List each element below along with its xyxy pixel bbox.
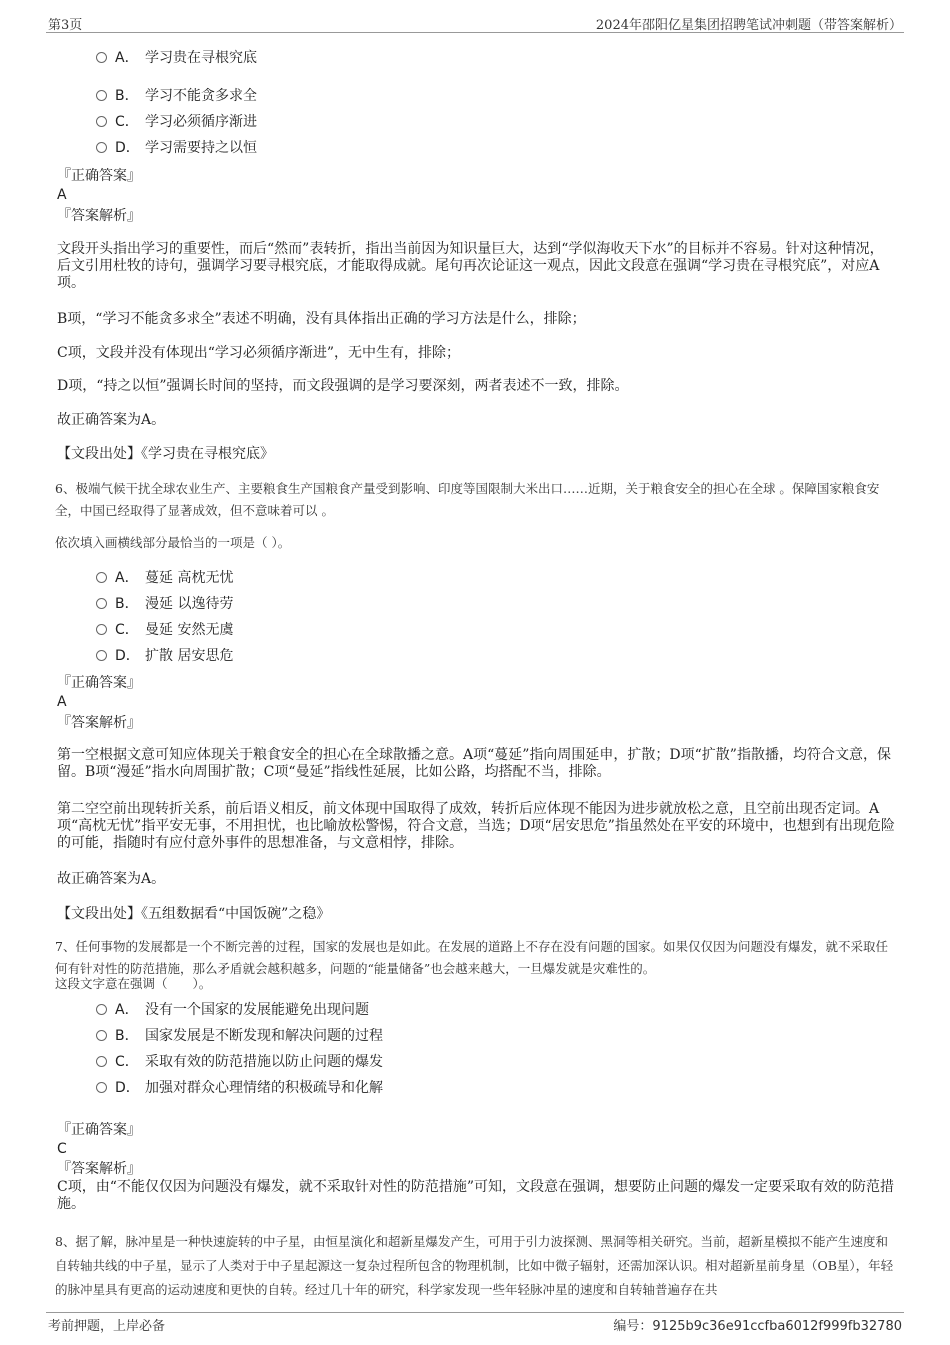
document-title: 2024年邵阳亿星集团招聘笔试冲刺题（带答案解析） bbox=[595, 18, 902, 33]
analysis-paragraph: 故正确答案为A。 bbox=[57, 412, 166, 428]
question-instruction: 这段文字意在强调（ ）。 bbox=[55, 976, 212, 991]
radio-icon[interactable] bbox=[96, 90, 107, 101]
question-stem: 8、据了解，脉冲星是一种快速旋转的中子星，由恒星演化和超新星爆发产生，可用于引力波探测、黑洞等相关研究。当前，超新星模拟不能产生速度和自转轴共线的中子星，显示了人类对于中子星起源这一复杂过程所包含的物理机制，比如中微子辐射，还需加深认识。相对超新星前身星（OB星），年轻的脉冲星具有更高的运动速度和更快的自转。经过几十年的研究，科学家发现一些年轻脉冲星的速度和自转轴普遍存在共 bbox=[55, 1234, 894, 1297]
q7-option-c[interactable]: C． 采取有效的防范措施以防止问题的爆发 bbox=[96, 1053, 383, 1071]
q6-option-b[interactable]: B． 漫延 以逸待劳 bbox=[96, 595, 233, 613]
q6-option-a[interactable]: A． 蔓延 高枕无忧 bbox=[96, 569, 233, 587]
question-stem: 7、任何事物的发展都是一个不断完善的过程，国家的发展也是如此。在发展的道路上不存在没有问题的国家。如果仅仅因为问题没有爆发，就不采取任何有针对性的防范措施，那么矛盾就会越积越多，问题的“能量储备”也会越来越大，一旦爆发就是灾难性的。 bbox=[55, 939, 888, 976]
q6-option-c[interactable]: C． 曼延 安然无虞 bbox=[96, 621, 233, 639]
correct-answer: C bbox=[57, 1141, 67, 1157]
radio-icon[interactable] bbox=[96, 1030, 107, 1041]
analysis-paragraph: 第二空空前出现转折关系，前后语义相反，前文体现中国取得了成效，转折后应体现不能因为进步就放松之意，且空前出现否定词。A项“高枕无忧”指平安无事，不用担忧，也比喻放松警惕，符合文意，当选；D项“居安思危”指虽然处在平安的环境中，也想到有出现危险的可能，指随时有应付意外事件的思想准备，与文意相悖，排除。 bbox=[57, 801, 895, 851]
question-stem: 6、极端气候干扰全球农业生产、主要粮食生产国粮食产量受到影响、印度等国限制大米出口……近期，关于粮食安全的担心在全球 。保障国家粮食安全，中国已经取得了显著成效，但不意味着可以 。 bbox=[55, 481, 880, 518]
document-code: 编号：9125b9c36e91ccfba6012f999fb32780 bbox=[613, 1319, 902, 1334]
correct-answer: A bbox=[57, 187, 67, 203]
radio-icon[interactable] bbox=[96, 52, 107, 63]
radio-icon[interactable] bbox=[96, 598, 107, 609]
q6-option-d[interactable]: D． 扩散 居安思危 bbox=[96, 647, 233, 665]
q5-option-d[interactable]: D． 学习需要持之以恒 bbox=[96, 139, 257, 157]
analysis-paragraph: 故正确答案为A。 bbox=[57, 871, 166, 887]
q5-option-a[interactable]: A． 学习贵在寻根究底 bbox=[96, 49, 257, 67]
analysis-label: 『答案解析』 bbox=[57, 1161, 141, 1177]
radio-icon[interactable] bbox=[96, 1056, 107, 1067]
q7-option-b[interactable]: B． 国家发展是不断发现和解决问题的过程 bbox=[96, 1027, 383, 1045]
correct-answer: A bbox=[57, 694, 67, 710]
source-citation: 【文段出处】《五组数据看“中国饭碗”之稳》 bbox=[57, 906, 331, 922]
correct-answer-label: 『正确答案』 bbox=[57, 1122, 141, 1138]
q7-option-a[interactable]: A． 没有一个国家的发展能避免出现问题 bbox=[96, 1001, 369, 1019]
radio-icon[interactable] bbox=[96, 572, 107, 583]
radio-icon[interactable] bbox=[96, 1004, 107, 1015]
q5-option-c[interactable]: C． 学习必须循序渐进 bbox=[96, 113, 257, 131]
radio-icon[interactable] bbox=[96, 116, 107, 127]
correct-answer-label: 『正确答案』 bbox=[57, 168, 141, 184]
page-footer bbox=[46, 1312, 904, 1333]
analysis-paragraph: B项，“学习不能贪多求全”表述不明确，没有具体指出正确的学习方法是什么，排除； bbox=[57, 311, 586, 327]
radio-icon[interactable] bbox=[96, 1082, 107, 1093]
page-header bbox=[46, 14, 904, 33]
radio-icon[interactable] bbox=[96, 624, 107, 635]
question-instruction: 依次填入画横线部分最恰当的一项是（ ）。 bbox=[55, 535, 291, 550]
footer-slogan: 考前押题，上岸必备 bbox=[48, 1319, 166, 1334]
analysis-paragraph: C项，由“不能仅仅因为问题没有爆发，就不采取针对性的防范措施”可知，文段意在强调，想要防止问题的爆发一定要采取有效的防范措施。 bbox=[57, 1179, 895, 1212]
radio-icon[interactable] bbox=[96, 142, 107, 153]
source-citation: 【文段出处】《学习贵在寻根究底》 bbox=[57, 446, 274, 462]
analysis-label: 『答案解析』 bbox=[57, 715, 141, 731]
analysis-paragraph: C项，文段并没有体现出“学习必须循序渐进”，无中生有，排除； bbox=[57, 345, 461, 361]
analysis-label: 『答案解析』 bbox=[57, 208, 141, 224]
page-number: 第3页 bbox=[48, 18, 83, 33]
q7-option-d[interactable]: D． 加强对群众心理情绪的积极疏导和化解 bbox=[96, 1079, 383, 1097]
correct-answer-label: 『正确答案』 bbox=[57, 675, 141, 691]
q5-option-b[interactable]: B． 学习不能贪多求全 bbox=[96, 87, 257, 105]
radio-icon[interactable] bbox=[96, 650, 107, 661]
analysis-paragraph: 文段开头指出学习的重要性，而后“然而”表转折，指出当前因为知识量巨大，达到“学似海收天下水”的目标并不容易。针对这种情况，后文引用杜牧的诗句，强调学习要寻根究底，才能取得成就。尾句再次论证这一观点，因此文段意在强调“学习贵在寻根究底”，对应A项。 bbox=[57, 241, 884, 291]
analysis-paragraph: D项，“持之以恒”强调长时间的坚持，而文段强调的是学习要深刻，两者表述不一致，排除。 bbox=[57, 378, 629, 394]
analysis-paragraph: 第一空根据文意可知应体现关于粮食安全的担心在全球散播之意。A项“蔓延”指向周围延申，扩散；D项“扩散”指散播，均符合文意，保留。B项“漫延”指水向周围扩散；C项“曼延”指线性延展，比如公路，均搭配不当，排除。 bbox=[57, 747, 891, 780]
